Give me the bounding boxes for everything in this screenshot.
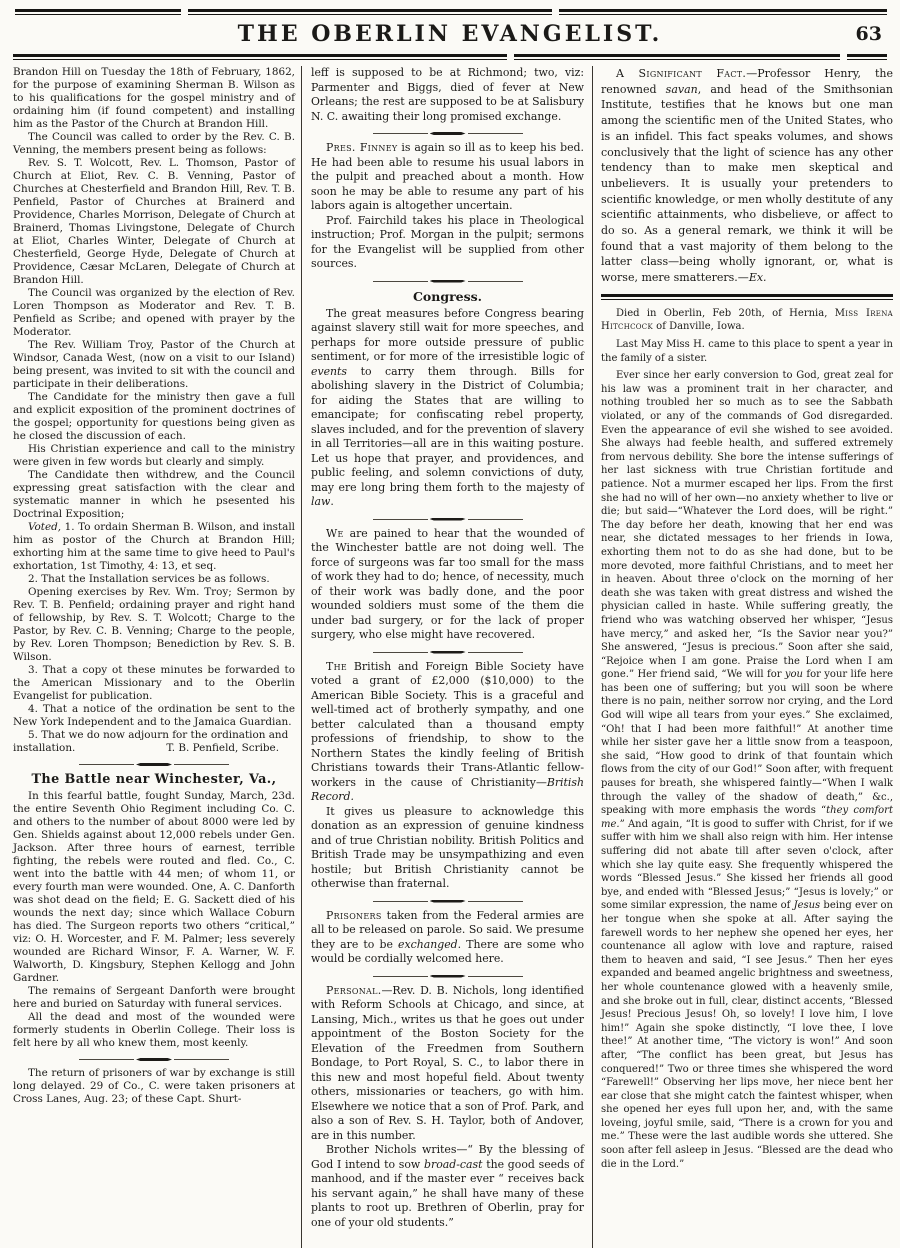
article-paragraph: The Rev. William Troy, Pastor of the Church at Windsor, Canada West, (now on a visit to our Island) being present, was invited to sit with the council and participate in their deliberations. — [13, 339, 295, 390]
article-paragraph: The British and Foreign Bible Society have voted a grant of £2,000 ($10,000) to the American Bible Society. This is a graceful and well-timed act of brotherly sympathy, and one better calculated than a thousand empty professions of friendship, to show to the Northern States the kindly feeling of British Christians towards their Trans-Atlantic fellow-workers in the cause of Christianity—British Record. — [311, 659, 584, 803]
header-double-rule — [13, 54, 887, 60]
masthead-title: THE OBERLIN EVANGELIST. — [237, 21, 663, 47]
article-paragraph: Pres. Finney is again so ill as to keep his bed. He had been able to resume his usual labors in the pulpit and preached about a month. How soon he may be able to resume any part of his labors again is altogether uncertain. — [311, 141, 584, 212]
article-paragraph: The great measures before Congress bearing against slavery still wait for more speeches, and perhaps for more outside pressure of public sentiment, or for more of the irresistible logic of events to carry them through. Bills for abolishing slavery in the District of Columbia; for aiding the States that are willing to emancipate; for confiscating rebel property, slaves included, and for the prevention of slavery in all Territories—all are in this waiting posture. Let us hope that prayer, and providences, and public feeling, and solemn convictions of duty, may ere long bring them forth to the majesty of law. — [311, 306, 584, 508]
section-divider-rule — [373, 975, 523, 978]
section-divider-rule — [79, 1058, 229, 1061]
column-middle — [302, 66, 592, 1248]
top-double-rule — [15, 9, 887, 15]
column-layout — [13, 66, 893, 1248]
article-paragraph: In this fearful battle, fought Sunday, March, 23d. the entire Seventh Ohio Regiment including Co. C. and others to the number of about 8000 were led by Gen. Shields against about 12,000 rebels under Gen. Jackson. After three hours of earnest, terrible fighting, the rebels were routed and fled. Co., C. went into the battle with 44 men; of whom 11, or every fourth man were wounded. One, A. C. Danforth was shot dead on the field; E. G. Sackett died of his wounds the next day; since which Wallace Coburn has died. The Surgeon reports two others “critical,” viz: O. H. Worcester, and F. M. Palmer; less severely wounded are Richard Winsor, F. A. Warner, W. F. Walworth, D. Kingsbury, Stephen Kellogg and John Gardner. — [13, 790, 295, 984]
signature-right: T. B. Penfield, Scribe. — [166, 742, 279, 754]
rule-segment — [559, 9, 887, 15]
article-paragraph: Personal.—Rev. D. B. Nichols, long identified with Reform Schools at Chicago, and since, at Lansing, Mich., writes us that he goes out under appointment of the Boston Society for the Elevation of the Freedmen from Southern Bondage, to Port Royal, S. C., to labor there in this new and most hopeful field. About twenty others, missionaries or teachers, go with him. Elsewhere we notice that a son of Prof. Park, and also a son of Rev. S. H. Taylor, both of Andover, are in this number. — [311, 983, 584, 1142]
signature-left: installation. — [13, 742, 76, 754]
rule-segment — [15, 9, 181, 15]
rule-segment — [514, 54, 840, 60]
article-paragraph: The Council was organized by the election of Rev. Loren Thompson as Moderator and Rev. T. B. Penfield as Scribe; and opened with prayer by the Moderator. — [13, 287, 295, 338]
article-paragraph: 3. That a copy ot these minutes be forwarded to the American Missionary and to the Oberlin Evangelist for publication. — [13, 664, 295, 702]
section-divider-rule — [79, 763, 229, 766]
article-paragraph: A Significant Fact.—Professor Henry, the renowned savan, and head of the Smithsonian Institute, testifies that he knows but one man among the scientific men of the United States, who is an infidel. This fact speaks volumes, and shows conclusively that the light of science has any other tendency than to make men skeptical and unbelievers. It is usually your pretenders to scientific knowledge, or men wholly destitute of any scientific attainments, who disbelieve, or affect to do so. As a general remark, we think it will be found that a vast majority of them belong to the latter class—being wholly ignorant, or, what is worse, mere smatterers.—Ex. — [601, 67, 893, 285]
section-divider-rule — [373, 900, 523, 903]
section-divider-rule — [373, 132, 523, 135]
page-number: 63 — [855, 23, 882, 45]
article-paragraph: Ever since her early conversion to God, great zeal for his law was a prominent trait in her character, and nothing troubled her so much as to see the Sabbath violated, or any of the commands of God disregarded. Even the appearance of evil she wished to see avoided. She always had feeble health, and suffered extremely from nervous debility. She bore the intense sufferings of her last sickness with true Christian fortitude and patience. Not a murmer escaped her lips. From the first she had no will of her own—no anxiety whether to live or die; but said—“Whatever the Lord does, will be right.” The day before her death, knowing that her end was near, she dictated messages to her friends in Iowa, exhorting them not to do as she had done, but to be more devoted, more faithful Christians, and to meet her in heaven. About three o'clock on the morning of her death she was taken with great distress and wished the physician called in haste. While suffering greatly, the friend who was watching observed her whisper, “Jesus have mercy,” and asked her, “Is the Savior near you?” She answered, “Jesus is precious.” Soon after she said, “Rejoice when I am gone. Praise the Lord when I am gone.” Her friend said, “We will for you for your life here has been one of suffering; but you will soon be where there is no pain, neither sorrow nor crying, and the Lord God will wipe all tears from your eyes.” She exclaimed, “Oh! that I had been more faithful!” At another time while her sister gave her a little snow from a teaspoon, she said, “How good to drink of that fountain which flows from the city of our God!” Soon after, with frequent pauses for breath, she whispered faintly—“When I walk through the valley of the shadow of death,” &c., speaking with more emphasis the words “they comfort me.” And again, “It is good to suffer with Christ, for if we suffer with him we shall also reign with him. Her intense suffering did not abate till after seven o'clock, after which she lay quite easy. She frequently whispered the words “Blessed Jesus.” She kissed her friends all good bye, and ended with “Blessed Jesus;” “Jesus is lovely;” or some similar expression, the name of Jesus being ever on her tongue when she spoke at all. After saying the farewell words to her nephew she opened her eyes, her countenance all aglow with love and rapture, raised them to heaven and said, “I see Jesus.” Then her eyes expanded and beamed angelic brightness and sweetness, her whole countenance glowed with a heavenly smile, and she broke out in full, clear, distinct accents, “Blessed Jesus! Precious Jesus! Oh, so lovely! I love him, I love him!” Again she spoke distinctly, “I love thee, I love thee!” At another time, “The victory is won!” And soon after, “The conflict has been great, but Jesus has conquered!” Two or three times she whispered the word “Farewell!” Observing her lips move, her niece bent her ear close that she might catch the faintest whisper, when she opened her eyes full upon her, and, with the same loveing, joyful smile, said, “There is a crown for you and me.” These were the last audible words she uttered. She soon after fell asleep in Jesus. “Blessed are the dead who die in the Lord.” — [601, 370, 893, 1170]
article-paragraph: All the dead and most of the wounded were formerly students in Oberlin College. Their loss is felt here by all who knew them, most keenly. — [13, 1011, 295, 1049]
section-divider-rule — [373, 518, 523, 521]
article-paragraph: Brandon Hill on Tuesday the 18th of February, 1862, for the purpose of examining Sherman B. Wilson as to his qualifications for the gospel ministry and of ordaining him (if found competent) and installing him as the Pastor of the Church at Brandon Hill. — [13, 66, 295, 130]
article-paragraph: Rev. S. T. Wolcott, Rev. L. Thomson, Pastor of Church at Eliot, Rev. C. B. Venning, Pastor of Churches at Chesterfield and Brandon Hill, Rev. T. B. Penfield, Pastor of Churches at Brainerd and Providence, Charles Morrison, Delegate of Church at Brainerd, Thomas Livingstone, Delegate of Church at Eliot, Charles Winter, Delegate of Church at Chesterfield, George Hyde, Delegate of Church at Providence, Cæsar McLaren, Delegate of Church at Brandon Hill. — [13, 157, 295, 286]
section-divider-rule — [373, 651, 523, 654]
article-paragraph: Prof. Fairchild takes his place in Theological instruction; Prof. Morgan in the pulpit; sermons for the Evangelist will be supplied from other sources. — [311, 213, 584, 270]
article-paragraph: Prisoners taken from the Federal armies are all to be released on parole. So said. We presume they are to be exchanged. There are some who would be cordially welcomed here. — [311, 908, 584, 965]
article-paragraph: 5. That we do now adjourn for the ordination and — [28, 729, 289, 741]
article-paragraph: The remains of Sergeant Danforth were brought here and buried on Saturday with funeral services. — [13, 985, 295, 1010]
article-paragraph: Brother Nichols writes—“ By the blessing of God I intend to sow broad-cast the good seeds of manhood, and if the master ever “ receives back his servant again,” he shall have many of these plants to root up. Brethren of Oberlin, pray for one of your old students.” — [311, 1143, 584, 1229]
column-right — [593, 66, 893, 1248]
article-heading: Congress. — [412, 288, 483, 304]
article-paragraph: Opening exercises by Rev. Wm. Troy; Sermon by Rev. T. B. Penfield; ordaining prayer and right hand of fellowship, by Rev. S. T. Wolcott; Charge to the Pastor, by Rev. C. B. Venning; Charge to the people, by Rev. Loren Thompson; Benediction by Rev. S. B. Wilson. — [13, 586, 295, 663]
article-paragraph: His Christian experience and call to the ministry were given in few words but clearly and simply. — [13, 443, 295, 468]
article-paragraph: The Candidate then withdrew, and the Council expressing great satisfaction with the clear and systematic manner in which he psesented his Doctrinal Exposition; — [13, 469, 295, 520]
article-paragraph: We are pained to hear that the wounded of the Winchester battle are not doing well. The force of surgeons was far too small for the mass of work they had to do; hence, of necessity, much of their work was badly done, and the poor wounded soldiers must some of the them die under bad surgery, or for the lack of proper surgery, who else might have recovered. — [311, 526, 584, 641]
rule-segment — [847, 54, 887, 60]
article-paragraph: The return of prisoners of war by exchange is still long delayed. 29 of Co., C. were taken prisoners at Cross Lanes, Aug. 23; of these Capt. Shurt- — [13, 1067, 295, 1105]
article-paragraph: It gives us pleasure to acknowledge this donation as an expression of genuine kindness and of true Christian nobility. British Politics and British Trade may be unsympathizing and even hostile; but British Christianity cannot be otherwise than fraternal. — [311, 804, 584, 890]
section-divider-rule — [373, 280, 523, 283]
article-heading: The Battle near Winchester, Va., — [31, 772, 277, 787]
rule-segment — [188, 9, 552, 15]
article-paragraph: The Council was called to order by the Rev. C. B. Venning, the members present being as follows: — [13, 131, 295, 156]
article-paragraph: 4. That a notice of the ordination be sent to the New York Independent and to the Jamaica Guardian. — [13, 703, 295, 728]
article-paragraph: Voted, 1. To ordain Sherman B. Wilson, and install him as postor of the Church at Brandon Hill; exhorting him at the same time to give heed to Paul's exhortation, 1st Timothy, 4: 13, et seq. — [13, 521, 295, 572]
article-paragraph: leff is supposed to be at Richmond; two, viz: Parmenter and Biggs, died of fever at New Orleans; the rest are supposed to be at Salisbury N. C. awaiting their long promised exchange. — [311, 66, 584, 123]
signature-line — [13, 742, 295, 755]
column-left — [13, 66, 301, 1248]
rule-segment — [13, 54, 507, 60]
obituary-double-rule — [601, 294, 893, 300]
article-paragraph: Last May Miss H. came to this place to spent a year in the family of a sister. — [601, 339, 893, 364]
article-paragraph: Died in Oberlin, Feb 20th, of Hernia, Miss Irena Hitchcock of Danville, Iowa. — [601, 307, 894, 333]
article-paragraph: The Candidate for the ministry then gave a full and explicit exposition of the prominent doctrines of the gospel; opportunity for questions being given as he closed the discussion of each. — [13, 391, 295, 442]
article-paragraph: 2. That the Installation services be as follows. — [28, 573, 270, 585]
